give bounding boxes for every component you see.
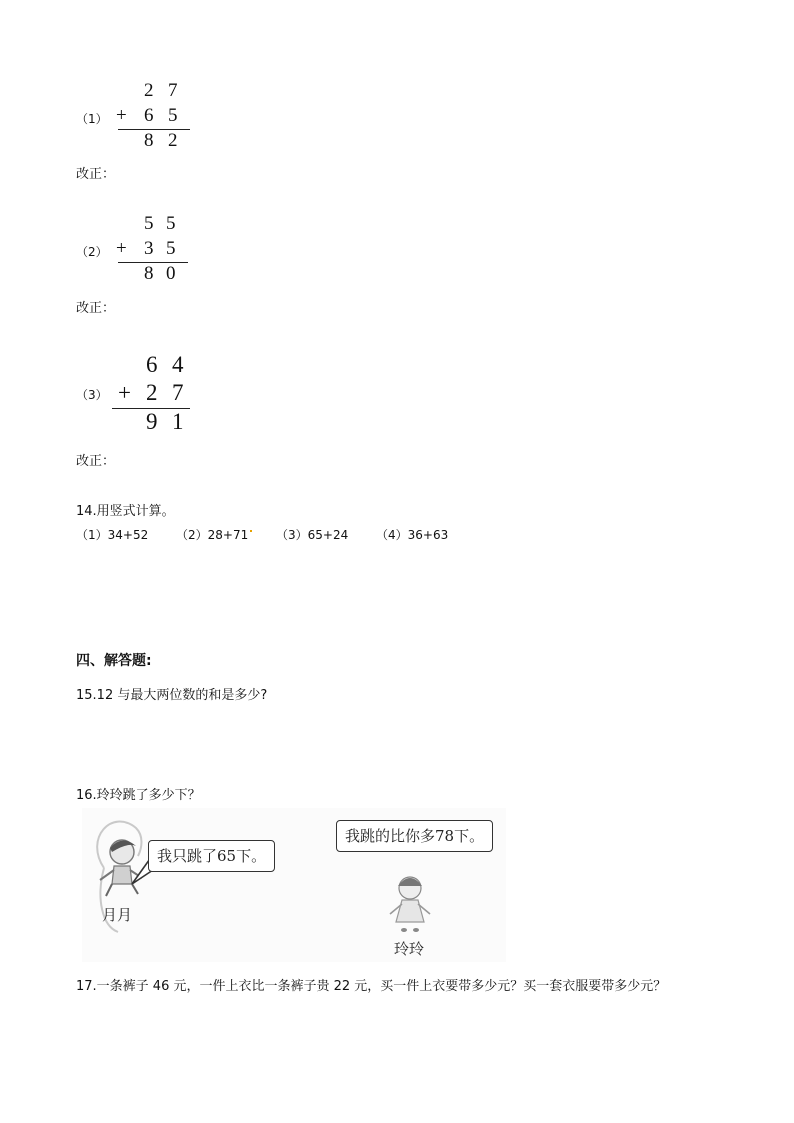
question-title: 14.用竖式计算。	[76, 504, 175, 519]
addend-bottom-ones: 5	[168, 105, 178, 126]
addend-top-ones: 7	[168, 80, 178, 101]
question-16: 16.玲玲跳了多少下？	[76, 788, 201, 803]
problem-label: （1）	[76, 112, 108, 126]
speech-bubble-yueyue: 我只跳了65下。	[148, 840, 275, 872]
section-heading: 四、解答题:	[76, 653, 152, 669]
addend-bottom-ones: 7	[172, 380, 184, 405]
illustration-scene	[82, 808, 506, 962]
sum-ones: 0	[166, 263, 176, 284]
addend-top-ones: 4	[172, 352, 184, 377]
problem-label: （3）	[76, 388, 108, 402]
exercise-item-4: （4）36+63	[376, 528, 449, 542]
correction-label: 改正：	[76, 167, 116, 182]
exercise-item-3: （3）65+24	[276, 528, 349, 542]
name-label-lingling: 玲玲	[394, 940, 425, 958]
stray-dot	[250, 530, 252, 532]
speech-bubble-lingling: 我跳的比你多78下。	[336, 820, 493, 852]
plus-sign: +	[116, 105, 127, 126]
addend-top-tens: 2	[144, 80, 154, 101]
sum-tens: 8	[144, 263, 154, 284]
name-label-yueyue: 月月	[102, 906, 133, 924]
sum-ones: 2	[168, 130, 178, 151]
addend-bottom-tens: 6	[144, 105, 154, 126]
exercise-item-1: （1）34+52	[76, 528, 149, 542]
sum-tens: 8	[144, 130, 154, 151]
addend-top-ones: 5	[166, 213, 176, 234]
correction-label: 改正：	[76, 454, 116, 469]
sum-ones: 1	[172, 409, 184, 434]
sum-line	[118, 129, 190, 130]
plus-sign: +	[116, 238, 127, 259]
addend-bottom-tens: 3	[144, 238, 154, 259]
correction-label: 改正：	[76, 301, 116, 316]
question-15: 15.12 与最大两位数的和是多少?	[76, 688, 268, 703]
sum-tens: 9	[146, 409, 158, 434]
problem-label: （2）	[76, 245, 108, 259]
addend-bottom-tens: 2	[146, 380, 158, 405]
addend-bottom-ones: 5	[166, 238, 176, 259]
addend-top-tens: 5	[144, 213, 154, 234]
question-17: 17.一条裤子 46 元，一件上衣比一条裤子贵 22 元，买一件上衣要带多少元？买一套衣服要带多少元？	[76, 979, 667, 994]
plus-sign: +	[118, 380, 131, 405]
addend-top-tens: 6	[146, 352, 158, 377]
exercise-item-2: （2）28+71	[176, 528, 249, 542]
